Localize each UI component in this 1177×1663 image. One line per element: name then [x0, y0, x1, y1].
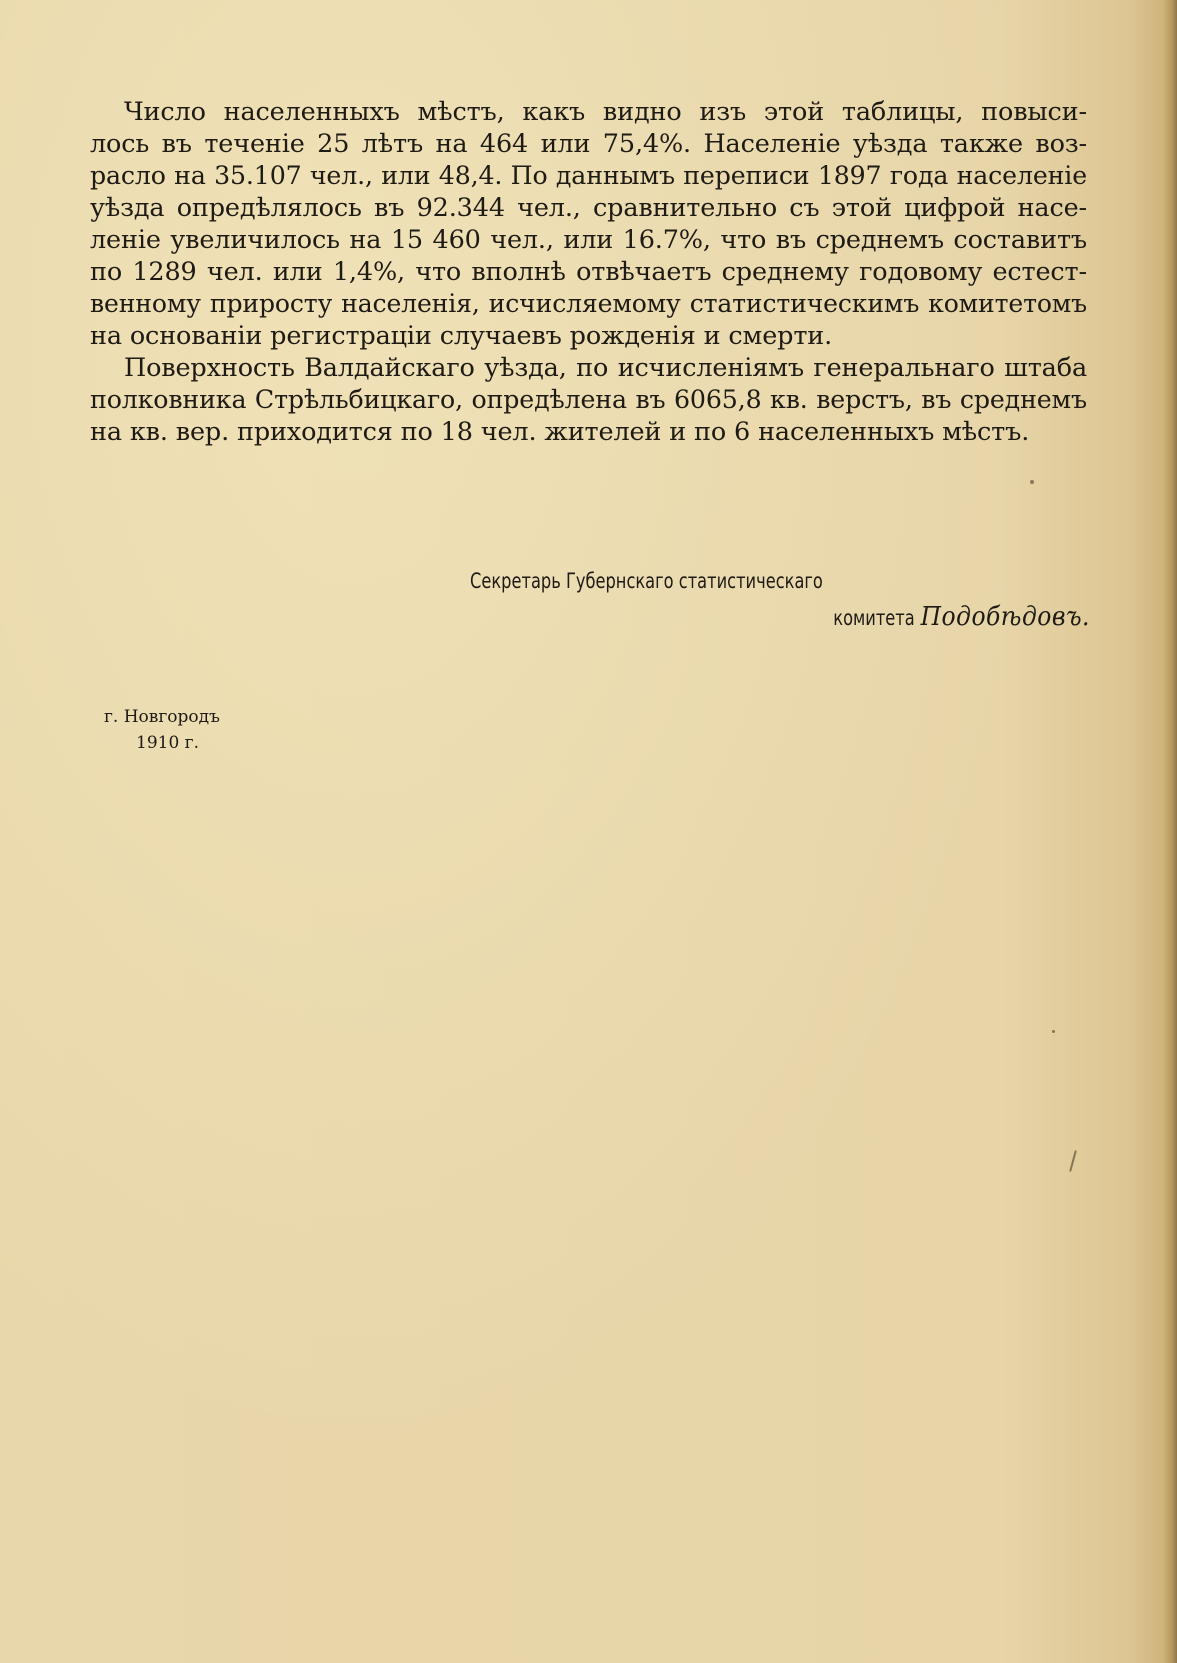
paragraph-2-line-2: полковника Стрѣльбицкаго, опредѣлена въ 6065,8 кв. верстъ, въ среднемъ — [90, 385, 1087, 414]
signature-title: Секретарь Губернскаго статистическаго — [470, 569, 823, 593]
paragraph-1-line-3: расло на 35.107 чел., или 48,4. По даннымъ переписи 1897 года населеніе — [90, 161, 1087, 190]
paragraph-1-line-1: Число населенныхъ мѣстъ, какъ видно изъ этой таблицы, повыси- — [124, 97, 1087, 127]
signature-block — [470, 563, 1090, 636]
signature-line-2 — [470, 599, 1090, 636]
paragraph-1-line-4: уѣзда опредѣлялось въ 92.344 чел., сравнительно съ этой цифрой насе- — [90, 193, 1087, 223]
paragraph-1-line-6: по 1289 чел. или 1,4%, что вполнѣ отвѣчаетъ среднему годовому естест- — [90, 257, 1087, 287]
place-date-block — [104, 704, 220, 756]
paper-speck — [1030, 480, 1034, 484]
signature-committee: комитета — [833, 606, 915, 630]
signature-name: Подобѣдовъ. — [920, 602, 1090, 632]
body-text — [90, 96, 1087, 448]
paragraph-1-line-2: лось въ теченіе 25 лѣтъ на 464 или 75,4%. Населеніе уѣзда также воз- — [90, 129, 1087, 159]
paragraph-2-line-3: на кв. вер. приходится по 18 чел. жителей и по 6 населенныхъ мѣстъ. — [90, 417, 1030, 447]
paragraph-2-line-1: Поверхность Валдайскаго уѣзда, по исчисленіямъ генеральнаго штаба — [124, 353, 1087, 383]
year-date: 1910 г. — [136, 733, 199, 753]
paragraph-1-line-5: леніе увеличилось на 15 460 чел., или 16.7%, что въ среднемъ составитъ — [90, 225, 1087, 255]
paragraph-1-line-7: венному приросту населенія, исчисляемому статистическимъ комитетомъ — [90, 289, 1087, 318]
page-edge-shadow — [1163, 0, 1177, 1663]
paragraph-1-line-8: на основаніи регистраціи случаевъ рожденія и смерти. — [90, 321, 833, 351]
paper-speck — [1052, 1030, 1055, 1033]
place-name: г. Новгородъ — [104, 707, 220, 727]
paper-speck — [1069, 1150, 1077, 1172]
